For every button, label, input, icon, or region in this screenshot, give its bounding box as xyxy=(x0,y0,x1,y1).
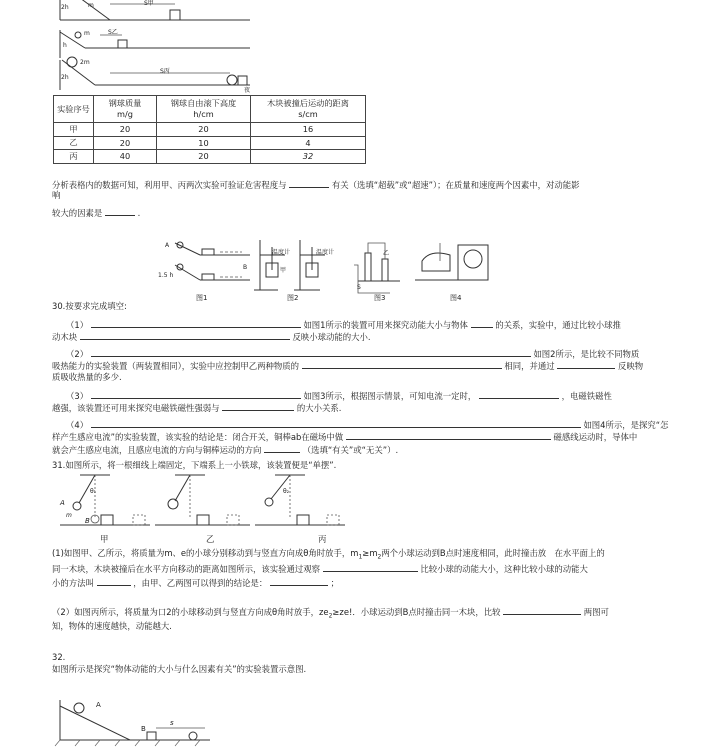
ball-label-m-b: m xyxy=(84,30,90,37)
dist-label-b: S乙 xyxy=(108,29,118,36)
q29-text: 有关（选填“超载”或“超速”）；在质量和速度两个因素中，对动能影 xyxy=(331,180,580,190)
table-row xyxy=(54,123,366,137)
q30-text: （3） xyxy=(66,391,89,401)
table-cell: 16 xyxy=(251,123,366,137)
q31-text: ≥ze!．小球运动到B点时撞击同一木块，比较 xyxy=(332,607,501,617)
q30-p3-line2 xyxy=(52,401,341,414)
q29-text: 较大的因素是 xyxy=(52,208,103,218)
table-cell: 4 xyxy=(251,136,366,150)
fig1-label-A: A xyxy=(165,242,170,249)
q31-text: (1)如图甲、乙所示，将质量为m、e的小球分别移动到与竖直方向成θ角时放手，m xyxy=(52,548,359,558)
answer-blank[interactable] xyxy=(91,389,301,399)
answer-blank[interactable] xyxy=(270,576,328,586)
q32-label-B: B xyxy=(141,725,146,733)
sub-marker: 夜 xyxy=(244,87,251,94)
q31-intro: 31.如图所示，将一根细线上端固定，下端系上一小铁球，该装置便是“单摆”. xyxy=(52,460,337,470)
answer-blank[interactable] xyxy=(222,401,294,411)
q30-text: 反映物 xyxy=(618,361,644,371)
q31-text: 小的方法叫 xyxy=(52,578,94,588)
q30-p4-line3 xyxy=(52,443,398,456)
q30-text: 磁感线运动时，导体中 xyxy=(553,432,638,442)
q30-text: （选填“有关”或“无关”）. xyxy=(302,445,399,455)
fig4-caption: 图4 xyxy=(450,294,462,302)
q30-text: ，电磁铁磁性 xyxy=(561,391,612,401)
table-cell: 40 xyxy=(94,150,157,164)
q30-text: 如图4所示，是探究“怎 xyxy=(583,420,669,430)
answer-blank[interactable] xyxy=(302,359,502,369)
pendulum-label-A: A xyxy=(60,499,65,507)
table-header: 钢球自由滚下高度 h/cm xyxy=(157,96,251,123)
table-cell: 32 xyxy=(251,150,366,164)
table-cell: 丙 xyxy=(54,150,94,164)
q29-line3 xyxy=(52,206,140,219)
q31-p2-line2: 知，物体的速度越快，动能越大. xyxy=(52,621,172,631)
table-header: 钢球质量 m/g xyxy=(94,96,157,123)
q30-text: 如图3所示，根据图示情景，可知电流一定时， xyxy=(303,391,477,401)
table-cell: 甲 xyxy=(54,123,94,137)
q31-text: 两个小球运动到B点时速度相同，此时撞击放 在水平面上的 xyxy=(381,548,605,558)
q31-text: 同一木块，木块被撞后在水平方向移动的距离如图所示，该实验通过观察 xyxy=(52,564,320,574)
answer-blank[interactable] xyxy=(289,178,329,188)
table-cell: 20 xyxy=(94,123,157,137)
q30-text: （4） xyxy=(66,420,89,430)
q31-p1-line2 xyxy=(52,562,588,575)
q30-text: 反映小球动能的大小. xyxy=(292,332,371,342)
table-cell: 20 xyxy=(157,123,251,137)
q31-p2-line1: （2）如图丙所示，将质量为口2的小球移动到与竖直方向成θ角时放手，$ze_2\ge ze$!．小球运动到B点时撞击同一木块，比较 两图可 xyxy=(52,607,609,620)
q29-text: . xyxy=(137,208,141,218)
q29-line2: 响 xyxy=(52,190,61,200)
q31-text: （2）如图丙所示，将质量为口2的小球移动到与竖直方向成θ角时放手，ze xyxy=(52,607,329,617)
answer-blank[interactable] xyxy=(471,318,493,328)
q31-p1-line3 xyxy=(52,576,339,589)
fig2-thermometer-label: 温度计 xyxy=(316,249,335,256)
answer-blank[interactable] xyxy=(479,389,559,399)
answer-blank[interactable] xyxy=(91,418,581,428)
pendulum-label-theta1: θ₁ xyxy=(90,488,97,495)
q32-label-s: s xyxy=(170,719,174,727)
answer-blank[interactable] xyxy=(346,430,551,440)
q31-text: ，由甲、乙两图可以得到的结论是： xyxy=(133,578,268,588)
fig1-caption: 图1 xyxy=(196,294,208,302)
q30-text: （2） xyxy=(66,349,89,359)
q30-text: （1） xyxy=(66,320,89,330)
q30-text: 相同，并通过 xyxy=(504,361,555,371)
table-cell: 20 xyxy=(94,136,157,150)
fig2-thermometer-label: 温度计 xyxy=(272,249,291,256)
pendulum-label-B: B xyxy=(85,517,90,525)
pendulum-label-m: m xyxy=(66,512,72,519)
q30-text: 的关系，实验中，通过比较小球推 xyxy=(495,320,621,330)
answer-blank[interactable] xyxy=(323,562,418,572)
answer-blank[interactable] xyxy=(105,206,135,216)
q32-label-A: A xyxy=(96,701,101,709)
pendulum-label-theta2: θ₂ xyxy=(283,488,290,495)
fig3-caption: 图3 xyxy=(374,294,386,302)
q29-text: 分析表格内的数据可知，利用甲、丙两次实验可验证危害程度与 xyxy=(52,180,287,190)
dist-label-a: S甲 xyxy=(144,0,154,7)
fig2-caption: 图2 xyxy=(287,294,299,302)
answer-blank[interactable] xyxy=(503,605,581,615)
dist-label-c: S丙 xyxy=(160,68,170,75)
label-2h-c: 2h xyxy=(61,74,69,81)
table-header: 木块被撞后运动的距离 s/cm xyxy=(251,96,366,123)
answer-blank[interactable] xyxy=(91,347,531,357)
fig3-s-label: S xyxy=(357,284,361,291)
fig-caption-bing: 丙 xyxy=(318,534,327,544)
fig2-jia-label: 甲 xyxy=(280,267,287,274)
q30-text: 吸热能力的实验装置（两装置相同），实验中应控制甲乙两种物质的 xyxy=(52,361,300,371)
q32-number: 32. xyxy=(52,652,66,662)
answer-blank[interactable] xyxy=(264,443,300,453)
q30-text: 越强，该装置还可用来探究电磁铁磁性强弱与 xyxy=(52,403,220,413)
table-cell: 10 xyxy=(157,136,251,150)
q29-line1 xyxy=(52,178,580,191)
fig-caption-yi: 乙 xyxy=(206,534,215,544)
q30-title: 30.按要求完成填空: xyxy=(52,301,127,311)
q30-text: 就会产生感应电流，且感应电流的方向与铜棒运动的方向 xyxy=(52,445,262,455)
q32-intro: 如图所示是探究“物体动能的大小与什么因素有关”的实验装置示意图. xyxy=(52,664,307,674)
experiment-table xyxy=(53,95,366,164)
q30-p1-line2 xyxy=(52,330,371,343)
answer-blank[interactable] xyxy=(80,330,290,340)
label-2h-a: 2h xyxy=(61,4,69,11)
fig1-label-B: B xyxy=(243,264,248,271)
answer-blank[interactable] xyxy=(97,576,131,586)
q31-text: 比较小球的动能大小，这种比较小球的动能大 xyxy=(420,564,588,574)
q30-text: 如图1所示的装置可用来探究动能大小与物体 xyxy=(303,320,468,330)
table-cell: 20 xyxy=(157,150,251,164)
q30-text: 动木块 xyxy=(52,332,78,342)
table-row xyxy=(54,150,366,164)
q30-p2-line3: 质吸收热量的多少. xyxy=(52,372,122,382)
table-header: 实验序号 xyxy=(54,96,94,123)
table-cell: 乙 xyxy=(54,136,94,150)
q30-text: 的大小关系. xyxy=(296,403,342,413)
fig1-label-15h: 1.5 h xyxy=(158,272,174,279)
ball-label-m-a: m xyxy=(88,2,94,9)
answer-blank[interactable] xyxy=(91,318,301,328)
q30-text: 样产生感应电流”的实验装置，该实验的结论是：闭合开关，铜棒ab在磁场中做 xyxy=(52,432,344,442)
q31-text: 两图可 xyxy=(583,607,609,617)
label-h: h xyxy=(63,42,67,49)
fig-caption-jia: 甲 xyxy=(100,534,109,544)
fig3-yi-label: 乙 xyxy=(383,250,390,257)
ball-label-2m: 2m xyxy=(80,59,90,66)
q30-p4-line2 xyxy=(52,430,637,443)
q30-text: 如图2所示，是比较不同物质 xyxy=(533,349,640,359)
answer-blank[interactable] xyxy=(557,359,615,369)
q31-text: ≥m xyxy=(362,548,378,558)
q30-p2-line2 xyxy=(52,359,643,372)
q31-text: ； xyxy=(330,578,339,588)
table-row xyxy=(54,136,366,150)
q31-p1-line1: (1)如图甲、乙所示，将质量为m、e的小球分别移动到与竖直方向成θ角时放手，$m_1\ge m_2$两个小球运动到B点时速度相同，此时撞击放 在水平面上的 xyxy=(52,548,605,561)
